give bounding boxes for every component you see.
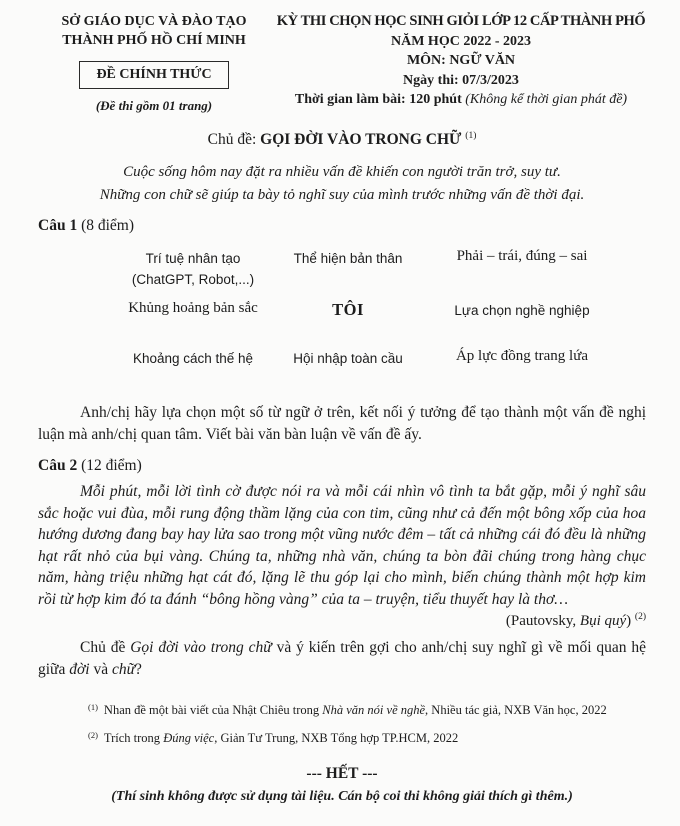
school-year: NĂM HỌC 2022 - 2023 [391,33,531,49]
q2-text-2: và ý kiến trên gợi cho anh/chị suy nghĩ gì về mối quan hệ giữa [38,639,647,678]
word-global-integration: Hội nhập toàn cầu [293,351,403,366]
issuer-block [38,12,270,114]
footnote-1-work: Nhà văn nói về nghề [322,703,426,717]
q2-text-3: và [89,661,112,678]
official-exam-stamp: ĐỀ CHÍNH THỨC [79,61,228,89]
duration-note: (Không kể thời gian phát đề) [465,92,628,107]
end-mark: --- HẾT --- [306,765,378,782]
question-1-heading [38,217,646,235]
word-right-wrong: Phải – trái, đúng – sai [456,248,588,264]
exam-date: Ngày thi: 07/3/2023 [403,72,519,88]
footnotes [88,695,646,751]
q2-text-4: ? [135,661,142,678]
attribution-work: Bụi quý [579,613,627,629]
footnote-2-work: Đúng việc [163,731,215,745]
question-2-quote: Mỗi phút, mỗi lời tình cờ được nói ra và mỗi cái nhìn vô tình ta bắt gặp, mỗi ý nghĩ sâu sắc hoặc vui đùa, mỗi rung động thầm lặng của con tim, cũng như cả đến một bông xốp của hoa hướng dương đang bay hay lửa sao trong một vũng nước đêm – tất cả những cái đó đều là những hạt rất nhỏ của bụi vàng. Chúng ta, những nhà văn, chúng ta bòn đãi chúng trong hàng chục năm, hàng triệu những hạt cát đó, lặng lẽ thu góp lại cho mình, biến chúng thành một hợp kim rồi từ hợp kim đó ta đánh “bông hồng vàng” của ta – truyện, tiểu thuyết hay là thơ… [38,483,646,608]
footnote-1-ref: (1) [88,702,98,712]
footnote-2-text-1: Trích trong [103,731,164,745]
question-2-label: Câu 2 [38,457,78,474]
theme-title [38,131,646,149]
question-2-task [38,637,646,681]
exam-title: KỲ THI CHỌN HỌC SINH GIỎI LỚP 12 CẤP THÀNH PHỐ [276,13,646,29]
word-ai [103,242,283,300]
question-1-label: Câu 1 [38,217,78,234]
word-cloud [103,242,631,395]
epigraph-line-2: Những con chữ sẽ giúp ta bày tỏ nghĩ suy của mình trước những vấn đề thời đại. [99,186,585,203]
q2-word-chu: chữ [111,661,136,678]
question-2-points: (12 điểm) [77,457,142,474]
attribution-footnote-ref: (2) [634,612,646,622]
footnote-2-ref: (2) [88,730,98,740]
word-generation-gap: Khoảng cách thế hệ [132,351,254,366]
quote-attribution [38,612,646,630]
exam-duration [276,90,646,110]
question-1-task: Anh/chị hãy lựa chọn một số từ ngữ ở trên, kết nối ý tưởng để tạo thành một vấn đề nghị luận mà anh/chị quan tâm. Viết bài văn bàn luận về vấn đề ấy. [38,404,646,443]
exam-info-block [270,12,646,114]
word-ai-line1: Trí tuệ nhân tạo [145,251,241,266]
exam-header [38,12,646,114]
end-note: (Thí sinh không được sử dụng tài liệu. Cán bộ coi thi không giải thích gì thêm.) [111,789,573,804]
issuer-line-1: SỞ GIÁO DỤC VÀ ĐÀO TẠO [61,14,247,29]
attribution-prefix: (Pautovsky, [505,613,580,629]
word-self-expression: Thể hiện bản thân [293,251,403,266]
attribution-suffix: ) [626,613,635,629]
word-peer-pressure: Áp lực đồng trang lứa [455,348,589,364]
epigraph [38,161,646,206]
footnote-1-text-1: Nhan đề một bài viết của Nhật Chiêu trong [103,703,323,717]
theme-prefix: Chủ đề: [207,131,261,148]
footnote-1-text-2: , Nhiều tác giả, NXB Văn học, 2022 [425,703,607,717]
footnote-1 [88,695,646,723]
footnote-2-text-2: , Giản Tư Trung, NXB Tổng hợp TP.HCM, 2022 [214,731,459,745]
exam-subject: MÔN: NGỮ VĂN [406,53,516,68]
pages-note: (Đề thi gồm 01 trang) [95,98,213,113]
epigraph-line-1: Cuộc sống hôm nay đặt ra nhiều vấn đề khiến con người trăn trở, suy tư. [123,164,561,180]
question-2-heading [38,457,646,475]
question-1-points: (8 điểm) [77,217,135,234]
footnote-2 [88,723,646,751]
issuer-line-2: THÀNH PHỐ HỒ CHÍ MINH [62,33,246,48]
duration-bold: Thời gian làm bài: 120 phút [294,92,466,107]
word-me: TÔI [332,300,364,319]
theme-main: GỌI ĐỜI VÀO TRONG CHỮ [260,131,462,148]
word-career-choice: Lựa chọn nghề nghiệp [454,303,590,318]
q2-theme-italic: Gọi đời vào trong chữ [130,639,272,656]
q2-text-1: Chủ đề [80,639,131,656]
q2-word-doi: đời [69,661,90,678]
theme-footnote-ref: (1) [465,131,477,141]
word-identity-crisis: Khủng hoảng bản sắc [128,300,258,316]
word-ai-line2: (ChatGPT, Robot,...) [131,272,255,287]
